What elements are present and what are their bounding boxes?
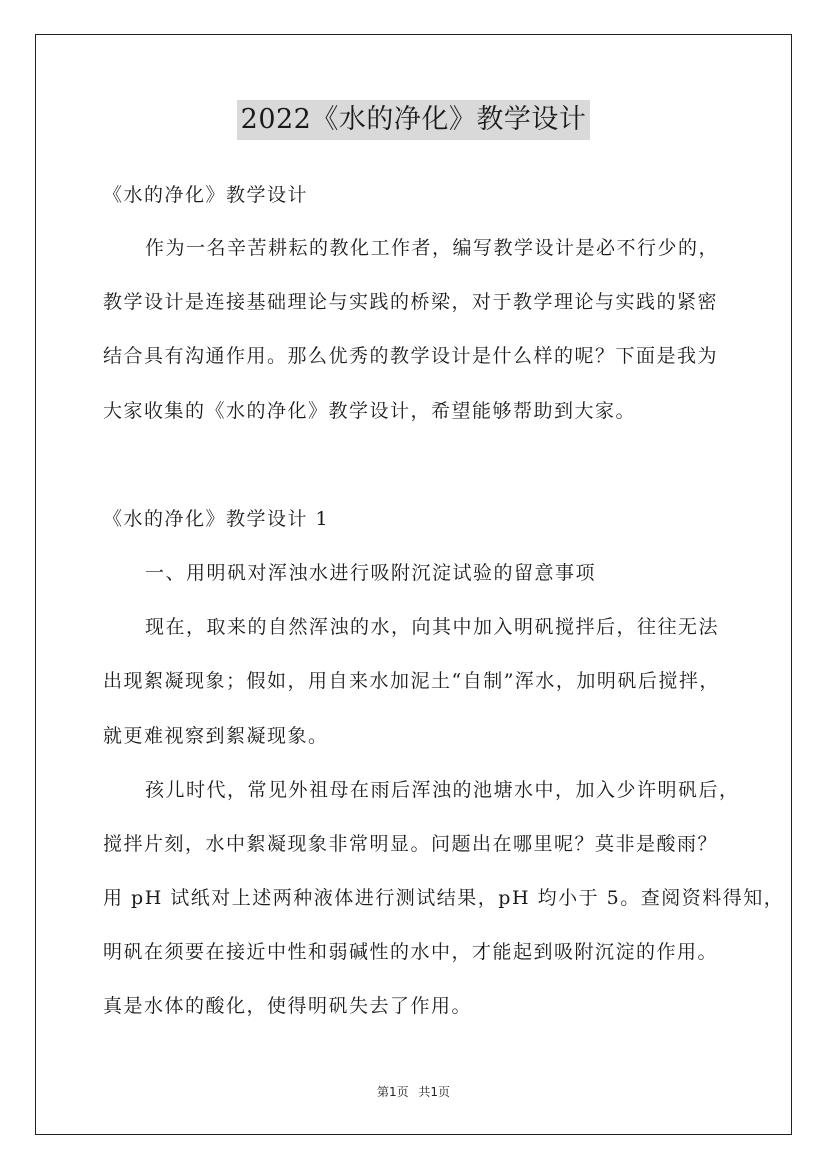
document-title: 2022《水的净化》教学设计 bbox=[237, 100, 591, 140]
paragraph2-line-2: 出现絮凝现象；假如，用自来水加泥土“自制”浑水，加明矾后搅拌， bbox=[103, 670, 720, 692]
title-container bbox=[0, 100, 827, 140]
section-item-heading: 一、用明矾对浑浊水进行吸附沉淀试验的留意事项 bbox=[145, 562, 597, 584]
paragraph3-line-3: 用 pH 试纸对上述两种液体进行测试结果，pH 均小于 5。查阅资料得知， bbox=[103, 887, 785, 909]
paragraph3-line-1: 孩儿时代，常见外祖母在雨后浑浊的池塘水中，加入少许明矾后， bbox=[145, 779, 740, 801]
section-heading: 《水的净化》教学设计 1 bbox=[103, 508, 330, 530]
document-subtitle: 《水的净化》教学设计 bbox=[103, 184, 309, 206]
paragraph3-line-2: 搅拌片刻，水中絮凝现象非常明显。问题出在哪里呢？莫非是酸雨？ bbox=[103, 833, 719, 855]
paragraph3-line-5: 真是水体的酸化，使得明矾失去了作用。 bbox=[103, 995, 473, 1017]
intro-line-3: 结合具有沟通作用。那么优秀的教学设计是什么样的呢？下面是我为 bbox=[103, 345, 719, 367]
intro-line-1: 作为一名辛苦耕耘的教化工作者，编写教学设计是必不行少的， bbox=[145, 237, 720, 259]
intro-line-2: 教学设计是连接基础理论与实践的桥梁，对于教学理论与实践的紧密 bbox=[103, 291, 719, 313]
paragraph2-line-1: 现在，取来的自然浑浊的水，向其中加入明矾搅拌后，往往无法 bbox=[145, 616, 720, 638]
page-number-total: 共1页 bbox=[418, 1085, 451, 1099]
page-number-current: 第1页 bbox=[376, 1085, 409, 1099]
paragraph3-line-4: 明矾在须要在接近中性和弱碱性的水中，才能起到吸附沉淀的作用。 bbox=[103, 941, 719, 963]
page-footer bbox=[0, 1083, 827, 1100]
intro-line-4: 大家收集的《水的净化》教学设计，希望能够帮助到大家。 bbox=[103, 400, 637, 422]
paragraph2-line-3: 就更难视察到絮凝现象。 bbox=[103, 725, 329, 747]
